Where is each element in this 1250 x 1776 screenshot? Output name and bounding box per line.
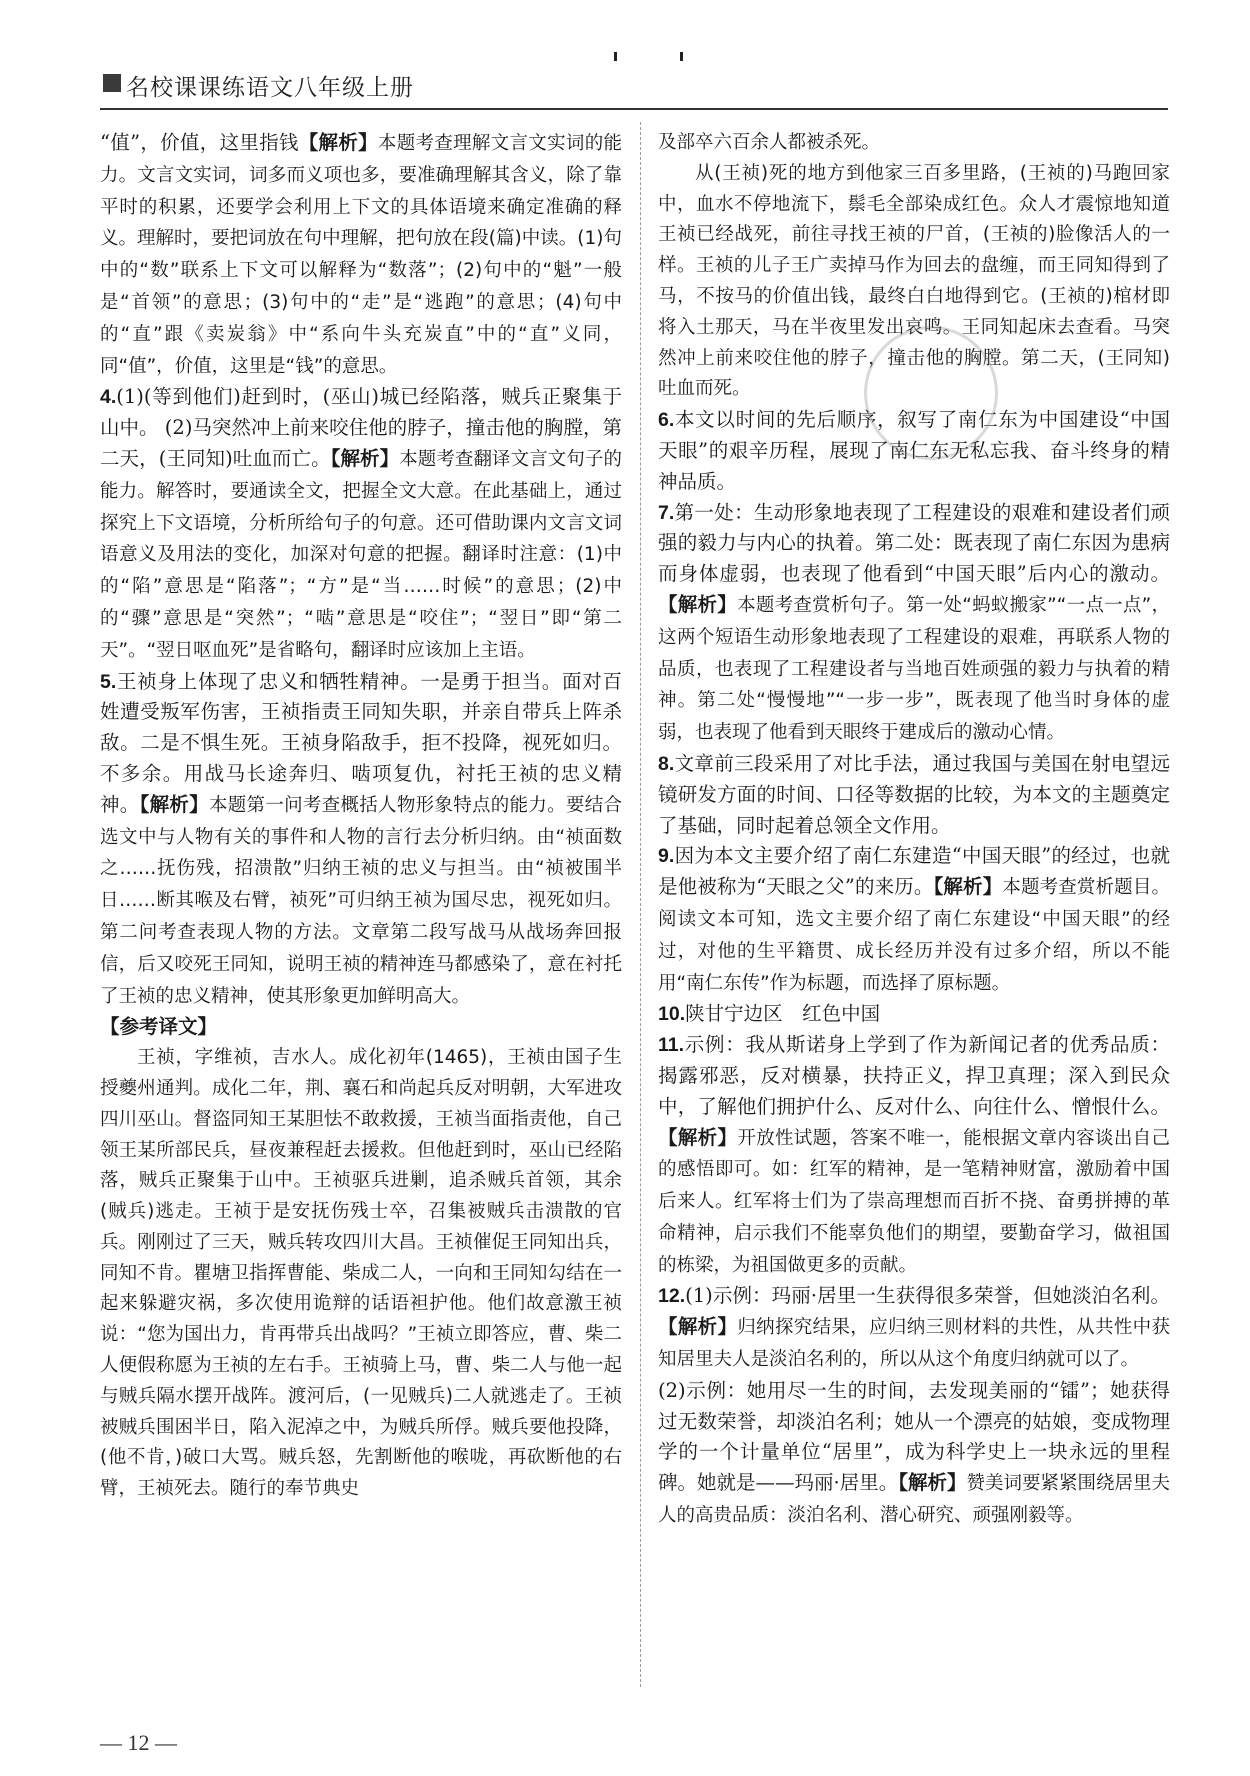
left-column bbox=[100, 128, 622, 1678]
answer-text: 第一处：生动形象地表现了工程建设的艰难和建设者们顽强的毅力与内心的执着。第二处：既表现了南仁东因为患病而身体虚弱，也表现了他看到“中国天眼”后内心的激动。 bbox=[658, 500, 1170, 586]
question-number: 4. bbox=[100, 386, 117, 409]
answer-text: 王祯身上体现了忠义和牺牲精神。一是勇于担当。面对百姓遭受叛军伤害，王祯指责王同知失职，并亲自带兵上阵杀敌。二是不惧生死。王祯身陷敌手，拒不投降，视死如归。不多余。用战马长途奔归、啮项复仇，衬托王祯的忠义精神。 bbox=[100, 669, 622, 816]
analysis-tag: 【解析】 bbox=[298, 131, 378, 154]
right-column bbox=[658, 128, 1170, 1678]
top-marks bbox=[0, 52, 1250, 62]
analysis-text: 本题考查理解文言文实词的能力。文言文实词，词多而义项也多，要准确理解其含义，除了靠平时的积累，还要学会利用上下文的具体语境来确定准确的释义。理解时，要把词放在句中理解，把句放在段(篇)中读。(1)句中的“数”联系上下文可以解释为“数落”；(2)句中的“魁”一般是“首领”的意思；(3)句中的“走”是“逃跑”的意思；(4)句中的“直”跟《卖炭翁》中“系向牛头充炭直”中的“直”义同，同“值”，价值，这里是“钱”的意思。 bbox=[100, 133, 622, 377]
analysis-text: 本题考查翻译文言文句子的能力。解答时，要通读全文，把握全文大意。在此基础上，通过探究上下文语境，分析所给句子的句意。还可借助课内文言文词语意义及用法的变化，加深对句意的把握。翻译时注意：(1)中的“陷”意思是“陷落”；“方”是“当……时候”的意思；(2)中的“骤”意思是“突然”；“啮”意思是“咬住”；“翌日”即“第二天”。“翌日呕血死”是省略句，翻译时应该加上主语。 bbox=[100, 448, 622, 661]
translation-heading: 【参考译文】 bbox=[100, 1015, 218, 1039]
question-number: 11. bbox=[658, 1034, 685, 1057]
question-number: 5. bbox=[100, 670, 117, 693]
answer-text: 陕甘宁边区 红色中国 bbox=[685, 1002, 881, 1026]
answer-5 bbox=[100, 667, 622, 1013]
translation-paragraph-2: 从(王祯)死的地方到他家三百多里路，(王祯的)马跑回家中，血水不停地流下，鬃毛全部染成红色。众人才震惊地知道王祯已经战死，前往寻找王祯的尸首，(王祯的)脸像活人的一样。王祯的儿子王广卖掉马作为回去的盘缠，而王同知得到了马，不按马的价值出钱，最终白白地得到它。(王祯的)棺材即将入土那天，马在半夜里发出哀鸣。王同知起床去查看。马突然冲上前来咬住他的脖子，撞击他的胸膛。第二天，(王同知)吐血而死。 bbox=[658, 162, 1170, 400]
page-number: — 12 — bbox=[100, 1730, 177, 1755]
page-header bbox=[100, 68, 1168, 110]
analysis-text: 开放性试题，答案不唯一，能根据文章内容谈出自己的感悟即可。如：红军的精神，是一笔精神财富，激励着中国后来人。红军将士们为了崇高理想而百折不挠、奋勇拼搏的革命精神，启示我们不能辜负他们的期望，要勤奋学习，做祖国的栋梁，为祖国做更多的贡献。 bbox=[658, 1127, 1170, 1276]
analysis-text: 本题第一问考查概括人物形象特点的能力。要结合选文中与人物有关的事件和人物的言行去分析归纳。由“祯面数之……抚伤残，招溃散”归纳王祯的忠义与担当。由“祯被围半日……断其喉及右臂，祯死”可归纳王祯为国尽忠，视死如归。第二问考查表现人物的方法。文章第二段写战马从战场奔回报信，后又咬死王同知，说明王祯的精神连马都感染了，意在衬托了王祯的忠义精神，使其形象更加鲜明高大。 bbox=[100, 794, 622, 1007]
question-number: 7. bbox=[658, 501, 675, 524]
column-divider bbox=[640, 122, 641, 1687]
analysis-text: 赞美词要紧紧围绕居里夫人的高贵品质：淡泊名利、潜心研究、顽强刚毅等。 bbox=[658, 1473, 1170, 1527]
answer-3-tail bbox=[100, 128, 622, 382]
question-number: 6. bbox=[658, 409, 675, 432]
analysis-tag: 【解析】 bbox=[658, 592, 738, 616]
analysis-tag: 【解析】 bbox=[658, 1125, 738, 1149]
translation-continued: 及部卒六百余人都被杀死。 bbox=[658, 132, 881, 153]
answer-text: 本文以时间的先后顺序，叙写了南仁东为中国建设“中国天眼”的艰辛历程，展现了南仁东无私忘我、奋斗终身的精神品质。 bbox=[658, 408, 1170, 493]
answer-12-part-2 bbox=[658, 1376, 1170, 1532]
analysis-tag: 【解析】 bbox=[658, 1315, 738, 1339]
answer-11 bbox=[658, 1030, 1170, 1281]
answer-text: 示例：我从斯诺身上学到了作为新闻记者的优秀品质：揭露邪恶，反对横暴，扶持正义，捍卫真理；深入到民众中，了解他们拥护什么、反对什么、向往什么、憎恨什么。 bbox=[658, 1033, 1170, 1118]
analysis-tag: 【解析】 bbox=[139, 792, 209, 816]
analysis-text: 归纳探究结果，应归纳三则材料的共性，从共性中获知居里夫人是淡泊名利的，所以从这个角度归纳就可以了。 bbox=[658, 1317, 1170, 1371]
question-number: 10. bbox=[658, 1003, 686, 1026]
answer-4 bbox=[100, 382, 622, 666]
answer-text: (1)示例：玛丽·居里一生获得很多荣誉，但她淡泊名利。 bbox=[685, 1284, 1170, 1308]
answer-12-part-1 bbox=[658, 1281, 1170, 1375]
answer-9 bbox=[658, 841, 1170, 999]
answer-8 bbox=[658, 749, 1170, 841]
answer-text: “值”，价值，这里指钱 bbox=[100, 131, 299, 154]
analysis-tag: 【解析】 bbox=[933, 875, 1003, 899]
analysis-text: 本题考查赏析句子。第一处“蚂蚁搬家”“一点一点”，这两个短语生动形象地表现了工程建设的艰难，再联系人物的品质，也表现了工程建设者与当地百姓顽强的毅力与执着的精神。第二处“慢慢地”“一步一步”，既表现了他当时身体的虚弱，也表现了他看到天眼终于建成后的激动心情。 bbox=[658, 594, 1170, 744]
answer-7 bbox=[658, 498, 1170, 749]
question-number: 8. bbox=[658, 752, 675, 775]
analysis-tag: 【解析】 bbox=[330, 446, 400, 470]
answer-10 bbox=[658, 999, 1170, 1030]
analysis-text: 本题考查赏析题目。阅读文本可知，选文主要介绍了南仁东建设“中国天眼”的经过，对他的生平籍贯、成长经历并没有过多介绍，所以不能用“南仁东传”作为标题，而选择了原标题。 bbox=[658, 877, 1170, 994]
question-number: 12. bbox=[658, 1285, 686, 1308]
answer-text: (1)(等到他们)赶到时，(巫山)城已经陷落，贼兵正聚集于山中。 (2)马突然冲上前来咬住他的脖子，撞击他的胸膛，第二天，(王同知)吐血而亡。 bbox=[100, 385, 622, 470]
question-number: 9. bbox=[658, 845, 675, 868]
analysis-tag: 【解析】 bbox=[898, 1471, 967, 1495]
translation-text: 王祯，字维祯，吉水人。成化初年(1465)，王祯由国子生授夔州通判。成化二年，荆、襄石和尚起兵反对明朝，大军进攻四川巫山。督盗同知王某胆怯不敢救援，王祯当面指责他，自己领王某所部民兵，昼夜兼程赶去援救。但他赶到时，巫山已经陷落，贼兵正聚集于山中。王祯驱兵进剿，追杀贼兵首领，其余(贼兵)逃走。王祯于是安抚伤残士卒，召集被贼兵击溃散的官兵。刚刚过了三天，贼兵转攻四川大昌。王祯催促王同知出兵，同知不肯。瞿塘卫指挥曹能、柴成二人，一向和王同知勾结在一起来躲避灾祸，多次使用诡辩的话语袒护他。他们故意激王祯说：“您为国出力，肯再带兵出战吗？”王祯立即答应，曹、柴二人便假称愿为王祯的左右手。王祯骑上马，曹、柴二人与他一起与贼兵隔水摆开战阵。渡河后，(一见贼兵)二人就逃走了。王祯被贼兵围困半日，陷入泥淖之中，为贼兵所俘。贼兵要他投降，(他不肯，)破口大骂。贼兵怒，先割断他的喉咙，再砍断他的右臂，王祯死去。随行的奉节典史 bbox=[100, 1047, 622, 1500]
answer-6 bbox=[658, 405, 1170, 497]
answer-text: (2)示例：她用尽一生的时间，去发现美丽的“镭”；她获得过无数荣誉，却淡泊名利；她从一个漂亮的姑娘，变成物理学的一个计量单位“居里”，成为科学史上一块永远的里程碑。她就是——玛丽·居里。 bbox=[658, 1378, 1170, 1495]
book-title: 名校课课练语文八年级上册 bbox=[126, 75, 414, 101]
answer-text: 文章前三段采用了对比手法，通过我国与美国在射电望远镜研发方面的时间、口径等数据的比较，为本文的主题奠定了基础，同时起着总领全文作用。 bbox=[658, 751, 1170, 837]
answer-text: 因为本文主要介绍了南仁东建造“中国天眼”的经过，也就是他被称为“天眼之父”的来历。 bbox=[658, 844, 1170, 899]
square-bullet-icon bbox=[103, 74, 121, 92]
